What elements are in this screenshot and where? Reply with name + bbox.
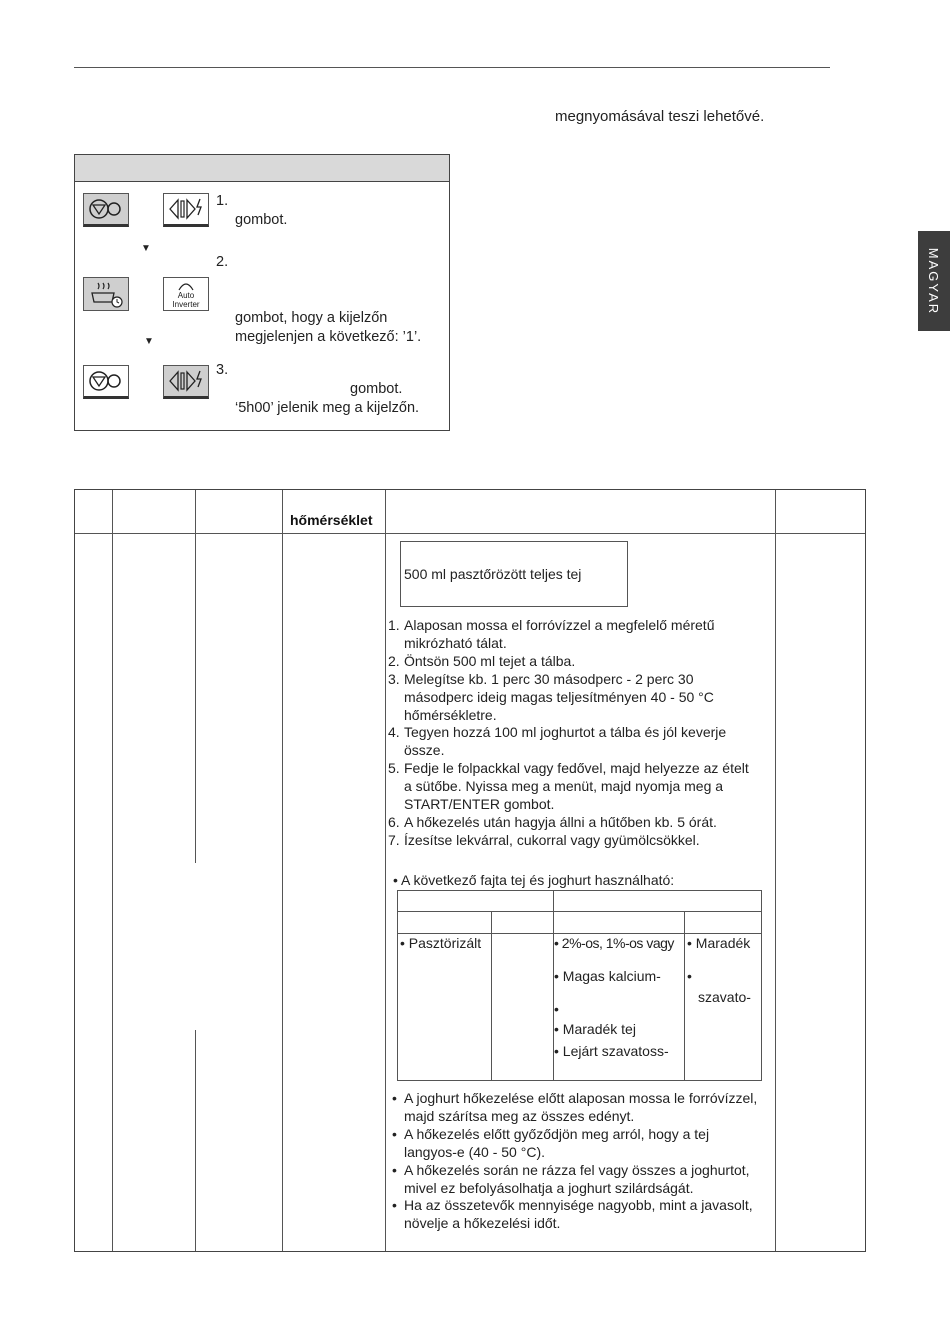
inverter-label: Inverter: [172, 299, 200, 309]
table-cell: •: [687, 968, 692, 984]
table-cell: • Lejárt szavatoss-: [554, 1043, 669, 1059]
column-divider: [195, 490, 196, 863]
top-rule: [74, 67, 830, 68]
language-tab: [918, 231, 950, 331]
stop-clear-icon: [83, 193, 129, 227]
list-item: 2. Öntsön 500 ml tejet a tálba.: [388, 652, 576, 669]
list-item: 6. A hőkezelés után hagyja állni a hűtőben kb. 5 órát.: [388, 813, 717, 830]
stop-clear-icon: [83, 365, 129, 399]
header-temperature: hőmérséklet: [290, 512, 373, 528]
list-item: 5. Fedje le folpackkal vagy fedővel, majd helyezze az ételt a sütőbe. Nyissa meg a menüt, majd nyomja meg a START/ENTER gombot.: [388, 760, 749, 813]
step-1-number: 1.: [216, 193, 229, 209]
table-cell: • Maradék: [687, 935, 751, 951]
step-2-text-2: megjelenjen a következő: ’1’.: [235, 329, 422, 345]
auto-inverter-icon: [163, 277, 209, 311]
table-cell: szavato-: [698, 989, 751, 1005]
column-divider: [282, 490, 283, 1251]
list-item: • A hőkezelés előtt győződjön meg arról, hogy a tej langyos-e (40 - 50 °C).: [392, 1126, 757, 1162]
cooking-steps: [388, 617, 749, 850]
sub-table-divider: [491, 911, 492, 1080]
down-arrow-icon: ▼: [144, 336, 154, 347]
list-item: 1. Alaposan mossa el forróvízzel a megfelelő méretű mikrózható tálat.: [388, 617, 715, 651]
auto-label: Auto: [177, 290, 195, 300]
warm-dish-icon: [83, 277, 129, 311]
list-item: 7. Ízesítse lekvárral, cukorral vagy gyümölcsökkel.: [388, 831, 700, 848]
list-item: • A hőkezelés során ne rázza fel vagy összes a joghurtot, mivel ez befolyásolhatja a joghurt szilárdságát.: [392, 1162, 757, 1198]
ingredient-box: [400, 541, 628, 607]
list-item: • A joghurt hőkezelése előtt alaposan mossa le forróvízzel, majd szárítsa meg az összes edényt.: [392, 1090, 757, 1126]
notes-list: [392, 1090, 757, 1233]
step-1-text: gombot.: [235, 212, 288, 228]
sub-table-divider: [398, 911, 761, 912]
language-tab-label: MAGYAR: [926, 247, 942, 315]
ingredient-text: 500 ml pasztőrözött teljes tej: [404, 566, 582, 582]
list-item: • Ha az összetevők mennyisége nagyobb, mint a javasolt, növelje a hőkezelési időt.: [392, 1197, 757, 1233]
yogurt-table: [74, 489, 866, 1252]
table-cell: •: [554, 1001, 559, 1017]
instruction-box: [74, 154, 450, 431]
table-cell: • Maradék tej: [554, 1021, 636, 1037]
down-arrow-icon: ▼: [141, 243, 151, 254]
list-item: 3. Melegítse kb. 1 perc 30 másodperc - 2 perc 30 másodperc ideig magas teljesítményen 40 - 50 °C hőmérsékletre.: [388, 670, 714, 723]
milk-types-table: [397, 890, 762, 1081]
sub-table-divider: [398, 933, 761, 934]
start-enter-icon: [163, 365, 209, 399]
step-2-number: 2.: [216, 254, 229, 270]
table-cell: • 2%-os, 1%-os vagy: [554, 935, 674, 951]
table-cell: • Magas kalcium-: [554, 968, 661, 984]
column-divider: [112, 490, 113, 1251]
step-3-text-2: ‘5h00’ jelenik meg a kijelzőn.: [235, 400, 420, 416]
usable-types-label: • A következő fajta tej és joghurt használható:: [393, 872, 675, 888]
start-enter-icon: [163, 193, 209, 227]
column-divider: [775, 490, 776, 1251]
instruction-box-header: [75, 155, 449, 182]
table-header-divider: [75, 533, 865, 534]
table-cell: • Pasztörizált: [400, 935, 482, 951]
intro-text: megnyomásával teszi lehetővé.: [555, 108, 765, 125]
column-divider: [385, 490, 386, 1251]
step-3-text-1: gombot.: [350, 381, 403, 397]
step-2-text-1: gombot, hogy a kijelzőn: [235, 310, 388, 326]
list-item: 4. Tegyen hozzá 100 ml joghurtot a tálba és jól keverje össze.: [388, 724, 727, 759]
step-3-number: 3.: [216, 362, 229, 378]
column-divider: [195, 1030, 196, 1251]
sub-table-divider: [684, 911, 685, 1080]
